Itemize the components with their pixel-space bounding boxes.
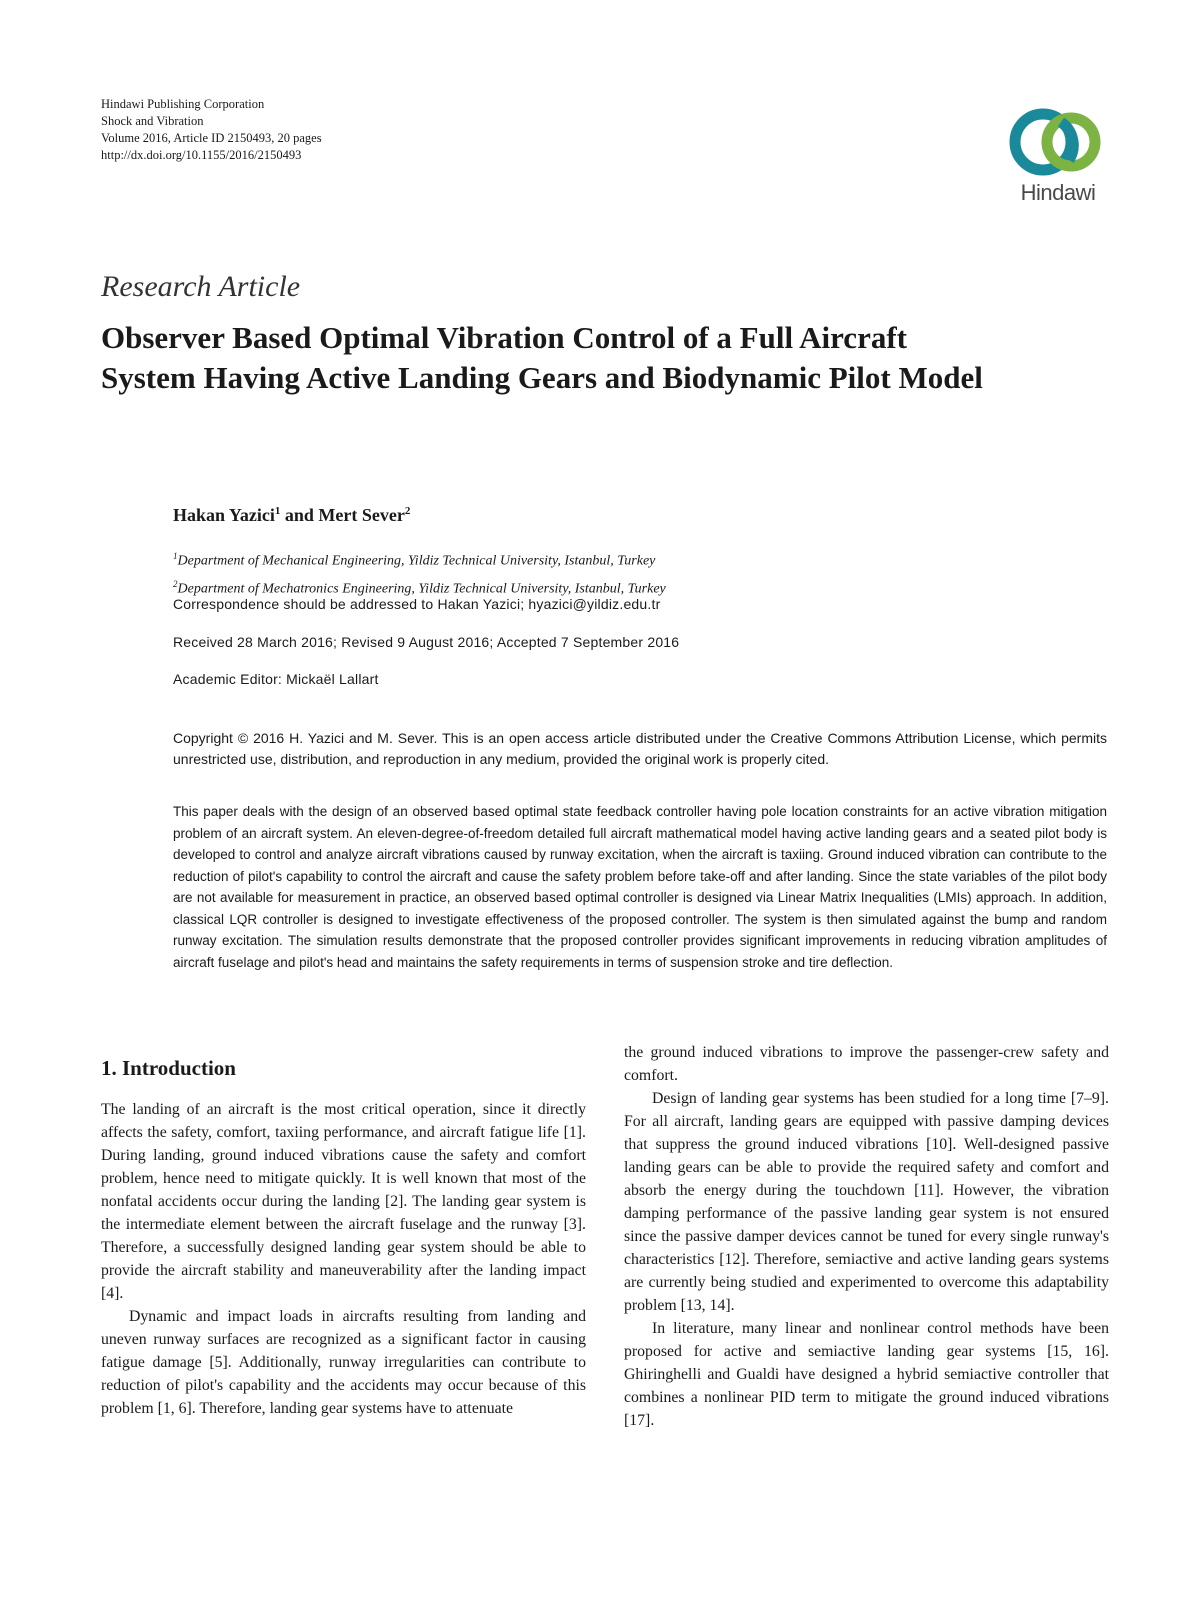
- affiliation-text: Department of Mechanical Engineering, Yildiz Technical University, Istanbul, Turkey: [177, 553, 656, 569]
- left-column: [101, 1098, 586, 1420]
- article-type: Research Article: [101, 270, 301, 303]
- authors: [173, 505, 410, 526]
- copyright-notice: Copyright © 2016 H. Yazici and M. Sever. This is an open access article distributed under the Creative Commons Attribution License, which permits unrestricted use, distribution, and reproduction in any medium, provided the original work is properly cited.: [173, 730, 1107, 767]
- paper-title: Observer Based Optimal Vibration Control of a Full Aircraft System Having Active Landing Gears and Biodynamic Pilot Model: [101, 320, 983, 395]
- affiliation-marker: 2: [404, 505, 411, 517]
- volume-info: Volume 2016, Article ID 2150493, 20 pages: [101, 131, 322, 145]
- author-name[interactable]: Hakan Yazici: [173, 505, 275, 525]
- journal-name: Shock and Vibration: [101, 114, 204, 128]
- hindawi-logo: [1003, 104, 1113, 204]
- affiliation-marker: 1: [274, 505, 281, 517]
- right-column: [624, 1041, 1109, 1432]
- section-heading: 1. Introduction: [101, 1056, 236, 1080]
- author-name[interactable]: Mert Sever: [318, 505, 405, 525]
- affiliation-marker: 1: [173, 551, 178, 561]
- affiliations: [173, 545, 666, 600]
- article-dates: Received 28 March 2016; Revised 9 August 2016; Accepted 7 September 2016: [173, 634, 680, 650]
- paragraph: Design of landing gear systems has been studied for a long time [7–9]. For all aircraft, landing gears are equipped with passive damping devices that suppress the ground induced vibrations [10]. Well-designed passive landing gears can be able to provide the required safety and comfort and absorb the energy during the touchdown [11]. However, the vibration damping performance of the passive landing gear system is not ensured since the passive damper devices cannot be tuned for every single runway's characteristics [12]. Therefore, semiactive and active landing gears systems are currently being studied and experimented to overcome this adaptability problem [13, 14].: [624, 1090, 1109, 1314]
- author-connector: and: [280, 505, 319, 525]
- paragraph: The landing of an aircraft is the most critical operation, since it directly affects the safety, comfort, taxiing performance, and aircraft fatigue life [1]. During landing, ground induced vibrations cause the safety and comfort problem, hence need to mitigate quickly. It is well known that most of the nonfatal accidents occur during the landing [2]. The landing gear system is the intermediate element between the aircraft fuselage and the runway [3]. Therefore, a successfully designed landing gear system should be able to provide the aircraft stability and maneuverability after the landing impact [4].: [101, 1101, 586, 1302]
- doi-link[interactable]: http://dx.doi.org/10.1155/2016/2150493: [101, 148, 302, 162]
- academic-editor: Academic Editor: Mickaël Lallart: [173, 671, 379, 687]
- affiliation-marker: 2: [173, 578, 178, 589]
- correspondence: Correspondence should be addressed to Hakan Yazici; hyazici@yildiz.edu.tr: [173, 596, 661, 612]
- paragraph: the ground induced vibrations to improve the passenger-crew safety and comfort.: [624, 1044, 1109, 1084]
- affiliation-text: Department of Mechatronics Engineering, Yildiz Technical University, Istanbul, Turkey: [177, 581, 666, 597]
- abstract: This paper deals with the design of an observed based optimal state feedback controller having pole location constraints for an active vibration mitigation problem of an aircraft system. An eleven-degree-of-freedom detailed full aircraft mathematical model having active landing gears and a seated pilot body is developed to control and analyze aircraft vibrations caused by runway excitation, when the aircraft is taxiing. Ground induced vibration can contribute to the reduction of pilot's capability to control the aircraft and cause the safety problem before take-off and after landing. Since the state variables of the pilot body are not available for measurement in practice, an observed based optimal controller is designed via Linear Matrix Inequalities (LMIs) approach. In addition, classical LQR controller is designed to investigate effectiveness of the proposed controller. The system is then simulated against the bump and random runway excitation. The simulation results demonstrate that the proposed controller provides significant improvements in reducing vibration amplitudes of aircraft fuselage and pilot's head and maintains the safety requirements in terms of suspension stroke and tire deflection.: [173, 804, 1107, 970]
- hindawi-rings-icon: [1003, 104, 1113, 180]
- logo-text: Hindawi: [1020, 180, 1096, 205]
- journal-header: [101, 96, 322, 164]
- publisher-name: Hindawi Publishing Corporation: [101, 97, 265, 111]
- affiliation-line: [173, 545, 666, 573]
- paragraph: Dynamic and impact loads in aircrafts resulting from landing and uneven runway surfaces are recognized as a significant factor in causing fatigue damage [5]. Additionally, runway irregularities can contribute to reduction of pilot's capability and the accidents may occur because of this problem [1, 6]. Therefore, landing gear systems have to attenuate: [101, 1308, 586, 1417]
- paragraph: In literature, many linear and nonlinear control methods have been proposed for active and semiactive landing gear systems [15, 16]. Ghiringhelli and Gualdi have designed a hybrid semiactive controller that combines a nonlinear PID term to mitigate the ground induced vibrations [17].: [624, 1320, 1109, 1429]
